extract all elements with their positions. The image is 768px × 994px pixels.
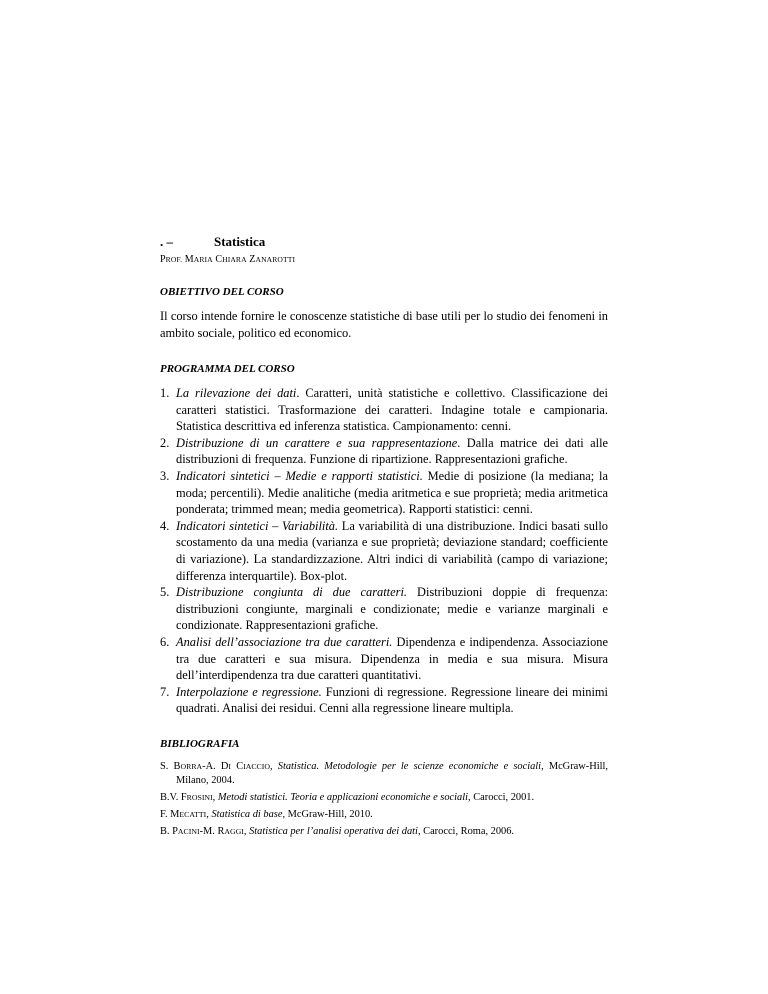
list-item: 6. Analisi dell’associazione tra due caratteri. Dipendenza e indipendenza. Associazione tra due caratteri e sua misura. Dipendenza in media e sua misura. Misura dell’interdipendenza tra due caratteri quantitativi. [160, 634, 608, 683]
bib-entry: S. BORRA-A. DI CIACCIO, Statistica. Metodologie per le scienze economiche e sociali, McGraw-Hill, Milano, 2004. [160, 760, 608, 786]
list-item: 7. Interpolazione e regressione. Funzioni di regressione. Regressione lineare dei minimi quadrati. Analisi dei residui. Cenni alla regressione lineare multipla. [160, 684, 608, 716]
document-page [160, 234, 608, 842]
programma-heading: PROGRAMMA DEL CORSO [160, 363, 295, 375]
list-item: 2. Distribuzione di un carattere e sua rappresentazione. Dalla matrice dei dati alle distribuzioni di frequenza. Funzione di ripartizione. Rappresentazioni grafiche. [160, 435, 609, 467]
bibliografia-list [160, 760, 608, 839]
list-item: 1. La rilevazione dei dati. Caratteri, unità statistiche e collettivo. Classificazione dei caratteri statistici. Trasformazione dei caratteri. Indagine totale e campionaria. Statistica descrittiva ed inferenza statistica. Campionamento: cenni. [160, 386, 608, 434]
bib-entry: B. PACINI-M. RAGGI, Statistica per l’analisi operativa dei dati, Carocci, Roma, 2006. [160, 825, 515, 837]
course-heading [160, 234, 608, 252]
bib-entry: F. MECATTI, Statistica di base, McGraw-Hill, 2010. [160, 808, 373, 820]
professor-name: PROF. MARIA CHIARA ZANAROTTI [160, 254, 296, 265]
list-item: 4. Indicatori sintetici – Variabilità. La variabilità di una distribuzione. Indici basati sullo scostamento da una media (varianza e sue proprietà; deviazione standard; coefficiente di variazione). La standardizzazione. Altri indici di variabilità (campo di variazione; differenza interquartile). Box-plot. [160, 518, 608, 583]
obiettivo-text: Il corso intende fornire le conoscenze statistiche di base utili per lo studio dei fenomeni in ambito sociale, politico ed economico. [160, 309, 608, 340]
bib-entry: B.V. FROSINI, Metodi statistici. Teoria e applicazioni economiche e sociali, Carocci, 2001. [160, 791, 535, 803]
course-title: Statistica [214, 234, 266, 249]
programma-list [160, 385, 608, 717]
course-number: . – [160, 234, 173, 249]
obiettivo-heading: OBIETTIVO DEL CORSO [160, 286, 284, 298]
list-item: 3. Indicatori sintetici – Medie e rapporti statistici. Medie di posizione (la mediana; la moda; percentili). Medie analitiche (media aritmetica e sue proprietà; media aritmetica ponderata; trimmed mean; media geometrica). Rapporti statistici: cenni. [160, 468, 608, 517]
bibliografia-heading: BIBLIOGRAFIA [160, 737, 240, 750]
list-item: 5. Distribuzione congiunta di due caratteri. Distribuzioni doppie di frequenza: distribuzioni congiunte, marginali e condizionate; medie e varianze marginali e condizionate. Rappresentazioni grafiche. [160, 585, 609, 633]
